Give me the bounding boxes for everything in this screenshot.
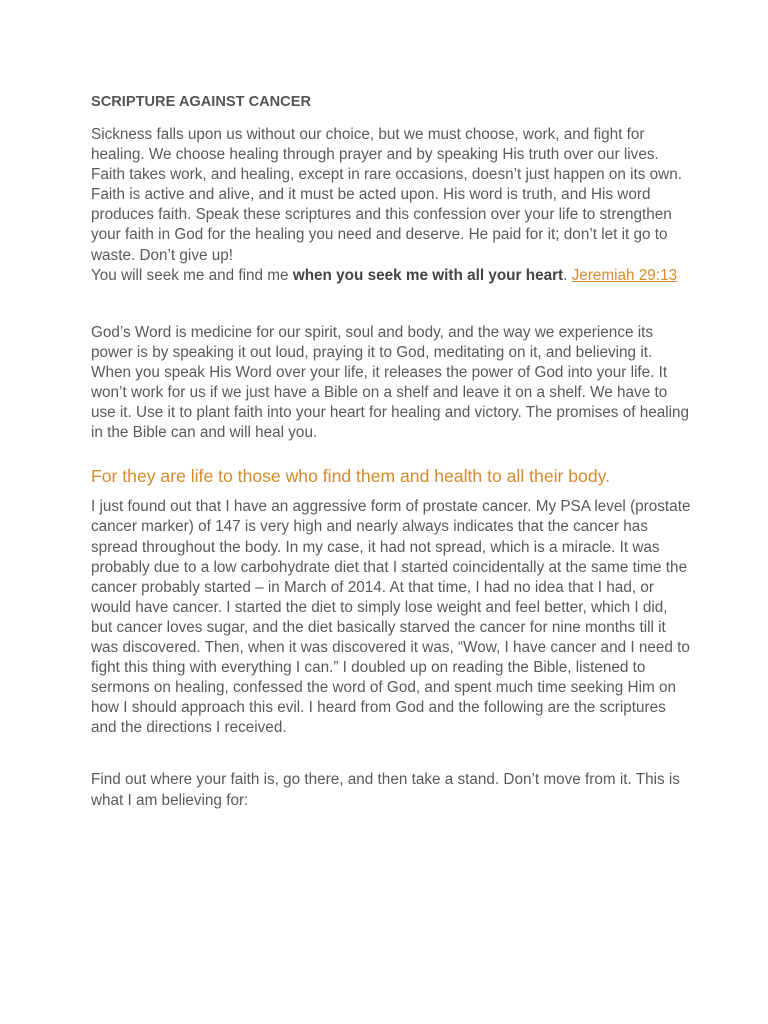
intro-paragraph: Sickness falls upon us without our choice, but we must choose, work, and fight for healing. We choose healing through prayer and by speaking His truth over our lives. Faith takes work, and healing, except in rare occasions, doesn’t just happen on its own. Faith is active and alive, and it must be acted upon. His word is truth, and His word produces faith. Speak these scriptures and this confession over your life to strengthen your faith in God for the healing you need and deserve. He paid for it; don’t let it go to waste. Don’t give up! [91, 126, 682, 264]
document-content [91, 92, 691, 811]
medicine-paragraph: God’s Word is medicine for our spirit, soul and body, and the way we experience its power is by speaking it out loud, praying it to God, meditating on it, and believing it. When you speak His Word over your life, it releases the power of God into your life. It won’t work for us if we just have a Bible on a shelf and leave it on a shelf. We have to use it. Use it to plant faith into your heart for healing and victory. The promises of healing in the Bible can and will heal you. [91, 323, 690, 442]
scripture-reference-link[interactable]: Jeremiah 29:13 [571, 266, 678, 284]
verse-paragraph [91, 266, 691, 286]
verse-bold-text: when you seek me with all your heart [292, 266, 564, 284]
page-title: SCRIPTURE AGAINST CANCER [91, 94, 311, 110]
verse-period: . [563, 266, 572, 284]
faith-paragraph: Find out where your faith is, go there, and then take a stand. Don’t move from it. This is what I am believing for: [91, 771, 680, 809]
verse-text: You will seek me and find me [91, 266, 293, 284]
story-paragraph: I just found out that I have an aggressive form of prostate cancer. My PSA level (prostate cancer marker) of 147 is very high and nearly always indicates that the cancer has spread throughout the body. In my case, it had not spread, which is a miracle. It was probably due to a low carbohydrate diet that I started coincidentally at the same time the cancer probably started – in March of 2014. At that time, I had no idea that I had, or would have cancer. I started the diet to simply lose weight and feel better, which I did, but cancer loves sugar, and the diet basically starved the cancer for nine months till it was discovered. Then, when it was discovered it was, “Wow, I have cancer and I need to fight this thing with everything I can.” I doubled up on reading the Bible, listened to sermons on healing, confessed the word of God, and spent much time seeking Him on how I should approach this evil. I heard from God and the following are the scriptures and the directions I received. [91, 498, 691, 737]
highlight-heading: For they are life to those who find them and health to all their body. [91, 466, 610, 487]
